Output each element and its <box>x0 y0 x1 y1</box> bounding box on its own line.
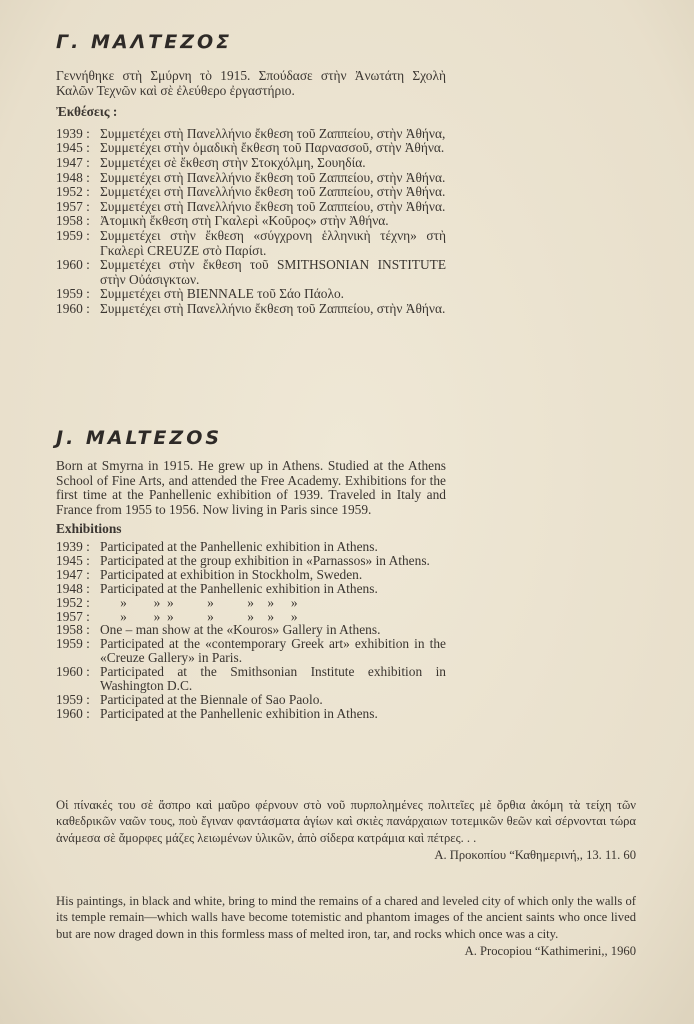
exhibition-item <box>56 665 446 693</box>
exhibition-text: Συμμετέχει στὴ Πανελλήνιο ἔκθεση τοῦ Ζαππείου, στὴν Ἀθήνα, <box>100 125 446 141</box>
exhibition-item <box>56 623 446 637</box>
exhibition-year: 1959 : <box>56 636 90 652</box>
exhibition-ditto: » » » » » » » <box>100 608 298 624</box>
exhibition-item <box>56 171 446 186</box>
exhibition-text: Participated at the Panhellenic exhibition in Athens. <box>100 705 378 721</box>
exhibition-text: Participated at the Panhellenic exhibition in Athens. <box>100 538 378 554</box>
exhibition-text: Συμμετέχει στὴν ὁμαδικὴ ἔκθεση τοῦ Παρνασσοῦ, στὴν Ἀθήνα. <box>100 140 445 156</box>
greek-bio: Γεννήθηκε στὴ Σμύρνη τὸ 1915. Σπούδασε στὴν Ἀνωτάτη Σχολὴ Καλῶν Τεχνῶν καὶ σὲ ἐλεύθερο ἐργαστήριο. <box>56 68 446 98</box>
exhibition-text: Participated at the Smithsonian Institute exhibition in Washington D.C. <box>100 664 446 694</box>
exhibition-item <box>56 302 446 317</box>
exhibition-text: Συμμετέχει στὴν ἔκθεση «σύγχρονη ἑλληνικὴ τέχνη» στὴ Γκαλερὶ CREUZE στὸ Παρίσι. <box>100 227 446 258</box>
exhibition-item <box>56 258 446 287</box>
exhibition-item <box>56 693 446 707</box>
greek-quote-source: Α. Προκοπίου “Καθημερινή,, 13. 11. 60 <box>434 848 636 863</box>
exhibition-item <box>56 229 446 258</box>
exhibition-text: Ἀτομικὴ ἔκθεση στὴ Γκαλερὶ «Κοῦρος» στὴν Ἀθήνα. <box>100 213 389 229</box>
exhibition-item <box>56 141 446 156</box>
exhibition-year: 1952 : <box>56 594 90 610</box>
exhibition-item <box>56 707 446 721</box>
exhibition-year: 1957 : <box>56 198 90 214</box>
english-quote-source: A. Procopiou “Kathimerini,, 1960 <box>464 944 636 959</box>
exhibition-year: 1959 : <box>56 691 90 707</box>
english-title: J. MALTEZOS <box>56 427 223 449</box>
greek-quote <box>56 797 636 864</box>
exhibition-text: One – man show at the «Kouros» Gallery in Athens. <box>100 622 381 638</box>
greek-title: Γ. ΜΑΛΤΕΖΟΣ <box>56 31 233 53</box>
exhibition-year: 1958 : <box>56 622 90 638</box>
exhibition-text: Συμμετέχει στὴ Πανελλήνιο ἔκθεση τοῦ Ζαππείου, στὴν Ἀθήνα. <box>100 300 446 316</box>
exhibition-text: Συμμετέχει στὴ Πανελλήνιο ἔκθεση τοῦ Ζαππείου, στὴν Ἀθήνα. <box>100 184 446 200</box>
greek-quote-text: Οἱ πίνακές του σὲ ἄσπρο καὶ μαῦρο φέρνουν στὸ νοῦ πυρπολημένες πολιτεῖες μὲ ὄρθια ἀκόμη τὰ τείχη τῶν καθεδρικῶν ναῶν τους, ποὺ ἔγιναν φαντάσματα ἁγίων καὶ σκιὲς πανάρχαιων τοτεμικῶν θεῶν καὶ σέρνονται τώρα ἀνάμεσα σὲ ἄμορφες μάζες λειωμένων ὑλικῶν, ἀπὸ σίδερα κατράμια καὶ πέτρες. . . <box>56 798 636 845</box>
exhibition-item <box>56 540 446 554</box>
exhibition-text: Συμμετέχει σὲ ἔκθεση στὴν Στοκχόλμη, Σουηδία. <box>100 154 366 170</box>
exhibition-year: 1948 : <box>56 580 90 596</box>
exhibition-year: 1959 : <box>56 286 90 302</box>
exhibition-year: 1958 : <box>56 213 90 229</box>
exhibition-year: 1957 : <box>56 608 90 624</box>
exhibition-year: 1960 : <box>56 664 90 680</box>
greek-exhibitions-list <box>56 127 446 317</box>
exhibition-year: 1960 : <box>56 257 90 273</box>
exhibition-text: Συμμετέχει στὴν ἔκθεση τοῦ SMITHSONIAN INSTITUTE στὴν Οὐάσιγκτων. <box>100 257 446 287</box>
exhibition-item <box>56 637 446 665</box>
exhibition-item <box>56 596 446 610</box>
exhibition-text: Participated at the Biennale of Sao Paolo. <box>100 691 323 707</box>
exhibition-text: Συμμετέχει στὴ Πανελλήνιο ἔκθεση τοῦ Ζαππείου, στὴν Ἀθήνα. <box>100 169 446 185</box>
exhibition-text: Participated at exhibition in Stockholm, Sweden. <box>100 566 363 582</box>
english-quote <box>56 893 636 960</box>
exhibition-text: Συμμετέχει στὴ Πανελλήνιο ἔκθεση τοῦ Ζαππείου, στὴν Ἀθήνα. <box>100 198 446 214</box>
exhibition-year: 1947 : <box>56 154 90 170</box>
exhibition-item <box>56 156 446 171</box>
exhibition-year: 1948 : <box>56 169 90 185</box>
exhibition-ditto: » » » » » » » <box>100 594 298 610</box>
exhibition-item <box>56 127 446 142</box>
exhibition-item <box>56 185 446 200</box>
exhibition-year: 1960 : <box>56 300 90 316</box>
exhibition-item <box>56 568 446 582</box>
exhibition-item <box>56 287 446 302</box>
exhibition-item <box>56 610 446 624</box>
exhibition-year: 1939 : <box>56 538 90 554</box>
exhibition-year: 1945 : <box>56 140 90 156</box>
exhibition-item <box>56 214 446 229</box>
english-section <box>56 459 446 721</box>
exhibition-text: Participated at the group exhibition in «Parnassos» in Athens. <box>100 552 430 568</box>
exhibition-year: 1960 : <box>56 705 90 721</box>
exhibition-item <box>56 554 446 568</box>
exhibition-text: Participated at the «contemporary Greek art» exhibition in the «Creuze Gallery» in Paris. <box>100 636 446 666</box>
english-bio: Born at Smyrna in 1915. He grew up in Athens. Studied at the Athens School of Fine Arts, and attended the Free Academy. Exhibitions for the first time at the Panhellenic exhibition of 1939. Traveled in Italy and France from 1955 to 1956. Now living in Paris since 1959. <box>56 458 446 517</box>
exhibition-year: 1959 : <box>56 227 90 243</box>
exhibition-year: 1945 : <box>56 552 90 568</box>
exhibition-year: 1952 : <box>56 184 90 200</box>
english-exhibitions-list <box>56 540 446 721</box>
greek-exhibitions-heading: Ἐκθέσεις : <box>56 104 118 120</box>
exhibition-text: Συμμετέχει στὴ BIENNALE τοῦ Σάο Πάολο. <box>100 286 344 302</box>
english-quote-text: His paintings, in black and white, bring to mind the remains of a chared and leveled city of which only the walls of its temple remain—which walls have become totemistic and phantom images of the ancient saints who once lived but are now draged down in this formless mass of melted iron, tar, and rocks which once was a city. <box>56 894 636 941</box>
exhibition-item <box>56 582 446 596</box>
exhibition-year: 1947 : <box>56 566 90 582</box>
exhibition-year: 1939 : <box>56 125 90 141</box>
exhibition-item <box>56 200 446 215</box>
english-exhibitions-heading: Exhibitions <box>56 521 122 537</box>
greek-section <box>56 69 446 317</box>
exhibition-text: Participated at the Panhellenic exhibition in Athens. <box>100 580 378 596</box>
